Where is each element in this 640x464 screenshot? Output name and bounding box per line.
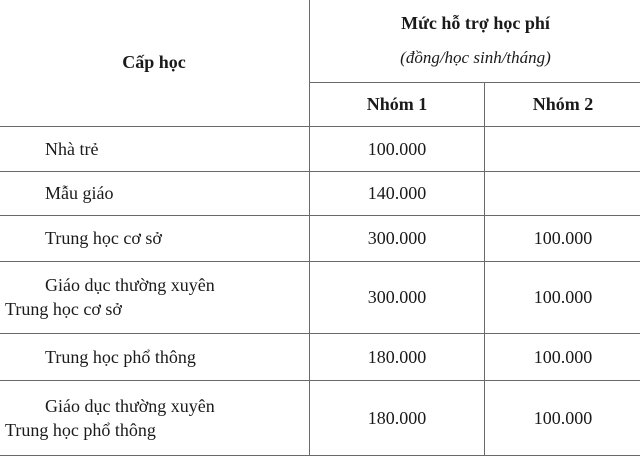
level-label-line2: Trung học cơ sở	[5, 299, 122, 319]
level-label-line2: Trung học phổ thông	[5, 419, 156, 440]
level-cell	[0, 381, 310, 456]
support-header	[310, 0, 640, 83]
level-label: Nhà trẻ	[45, 138, 99, 159]
table-row	[0, 334, 640, 381]
table-row	[0, 262, 640, 334]
group1-cell: 300.000	[310, 262, 485, 334]
level-header: Cấp học	[0, 0, 310, 127]
group1-cell: 180.000	[310, 334, 485, 381]
level-cell	[0, 127, 310, 172]
level-label: Giáo dục thường xuyên	[45, 395, 215, 416]
group1-header: Nhóm 1	[310, 83, 485, 127]
table-row	[0, 127, 640, 172]
group1-cell: 140.000	[310, 172, 485, 216]
group1-cell: 100.000	[310, 127, 485, 172]
group1-cell: 300.000	[310, 216, 485, 262]
group2-cell: 100.000	[485, 381, 640, 456]
table-row	[0, 172, 640, 216]
level-label: Giáo dục thường xuyên	[45, 275, 215, 295]
table-row	[0, 381, 640, 456]
group2-cell	[485, 127, 640, 172]
level-cell	[0, 172, 310, 216]
level-label: Mẫu giáo	[45, 183, 114, 203]
support-title: Mức hỗ trợ học phí	[401, 13, 550, 33]
group2-cell: 100.000	[485, 262, 640, 334]
group2-cell: 100.000	[485, 216, 640, 262]
level-label: Trung học phổ thông	[45, 346, 196, 367]
group2-header: Nhóm 2	[485, 83, 640, 127]
level-cell	[0, 334, 310, 381]
group1-cell: 180.000	[310, 381, 485, 456]
support-unit: (đồng/học sinh/tháng)	[400, 48, 551, 67]
level-label: Trung học cơ sở	[45, 228, 162, 248]
level-cell	[0, 216, 310, 262]
group2-cell: 100.000	[485, 334, 640, 381]
level-cell	[0, 262, 310, 334]
group2-cell	[485, 172, 640, 216]
header-row	[0, 0, 640, 83]
table-row	[0, 216, 640, 262]
